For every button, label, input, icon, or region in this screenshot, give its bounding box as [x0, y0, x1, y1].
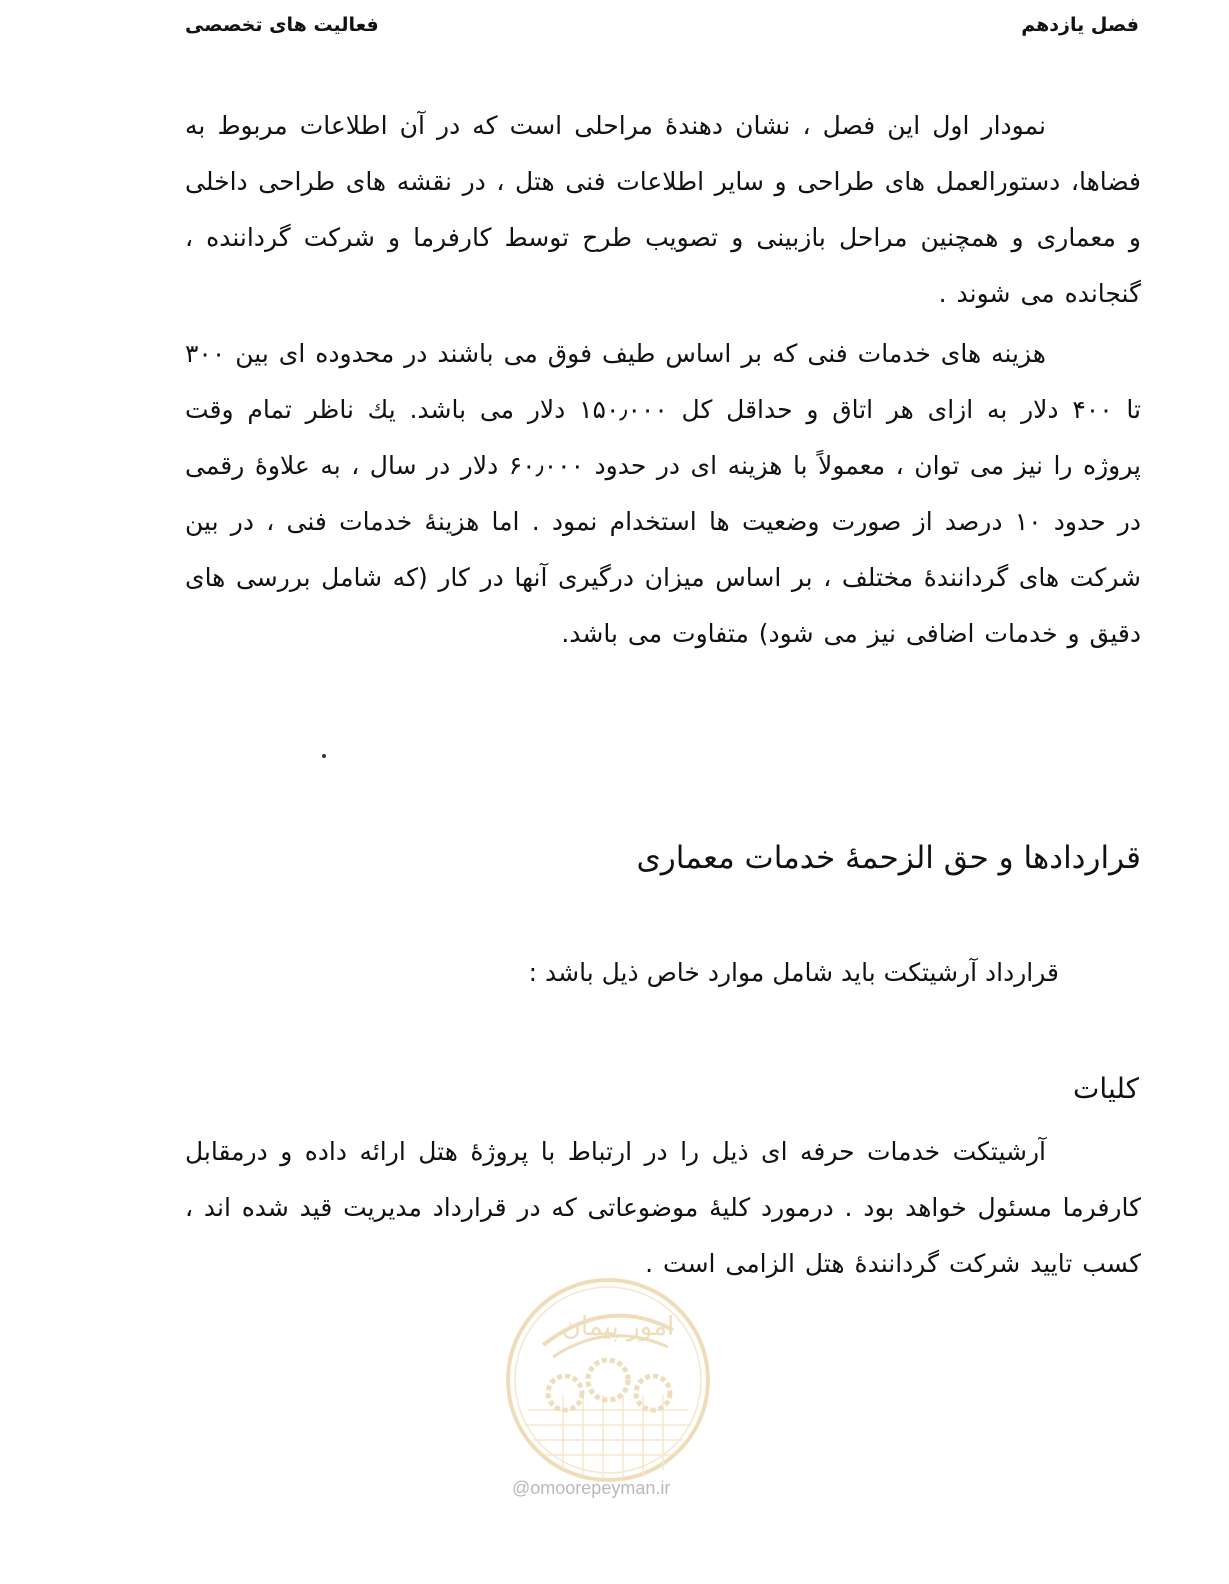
paragraph-block-1: [185, 98, 1141, 322]
watermark-logo: [503, 1275, 713, 1485]
chapter-header: فصل یازدهم: [1021, 14, 1139, 36]
stray-dot: [322, 754, 326, 758]
section-header: فعالیت های تخصصی: [185, 14, 379, 36]
watermark-logo-text: امور پیمان: [561, 1312, 675, 1342]
paragraph-1: نمودار اول این فصل ، نشان دهندهٔ مراحلی است که در آن اطلاعات مربوط به فضاها، دستورالعمل های طراحی و سایر اطلاعات فنی هتل ، در نقشه های طراحی داخلی و معماری و همچنین مراحل بازبینی و تصویب طرح توسط کارفرما و شرکت گرداننده ، گنجانده می شوند .: [185, 111, 1141, 308]
section-intro: قرارداد آرشیتکت باید شامل موارد خاص ذیل باشد :: [528, 958, 1059, 987]
section-title: قراردادها و حق الزحمهٔ خدمات معماری: [636, 840, 1141, 876]
paragraph-2: هزینه های خدمات فنی که بر اساس طیف فوق می باشند در محدوده ای بین ۳۰۰ تا ۴۰۰ دلار به ازای هر اتاق و حداقل کل ۱۵۰٫۰۰۰ دلار می باشد. یك ناظر تمام وقت پروژه را نیز می توان ، معمولاً با هزینه ای در حدود ۶۰٫۰۰۰ دلار در سال ، به علاوهٔ رقمی در حدود ۱۰ درصد از صورت وضعیت ها استخدام نمود . اما هزینهٔ خدمات فنی ، در بین شرکت های گردانندهٔ مختلف ، بر اساس میزان درگیری آنها در کار (که شامل بررسی های دقیق و خدمات اضافی نیز می شود) متفاوت می باشد.: [185, 339, 1141, 648]
subheading: کلیات: [1073, 1072, 1139, 1105]
watermark-url: @omoorepeyman.ir: [512, 1478, 671, 1498]
paragraph-3: آرشیتکت خدمات حرفه ای ذیل را در ارتباط با پروژهٔ هتل ارائه داده و درمقابل کارفرما مسئول خواهد بود . درمورد کلیهٔ موضوعاتی که در قرارداد مدیریت قید شده اند ، کسب تایید شرکت گردانندهٔ هتل الزامی است .: [185, 1137, 1141, 1278]
paragraph-block-2: [185, 326, 1141, 662]
paragraph-block-3: [185, 1124, 1141, 1292]
